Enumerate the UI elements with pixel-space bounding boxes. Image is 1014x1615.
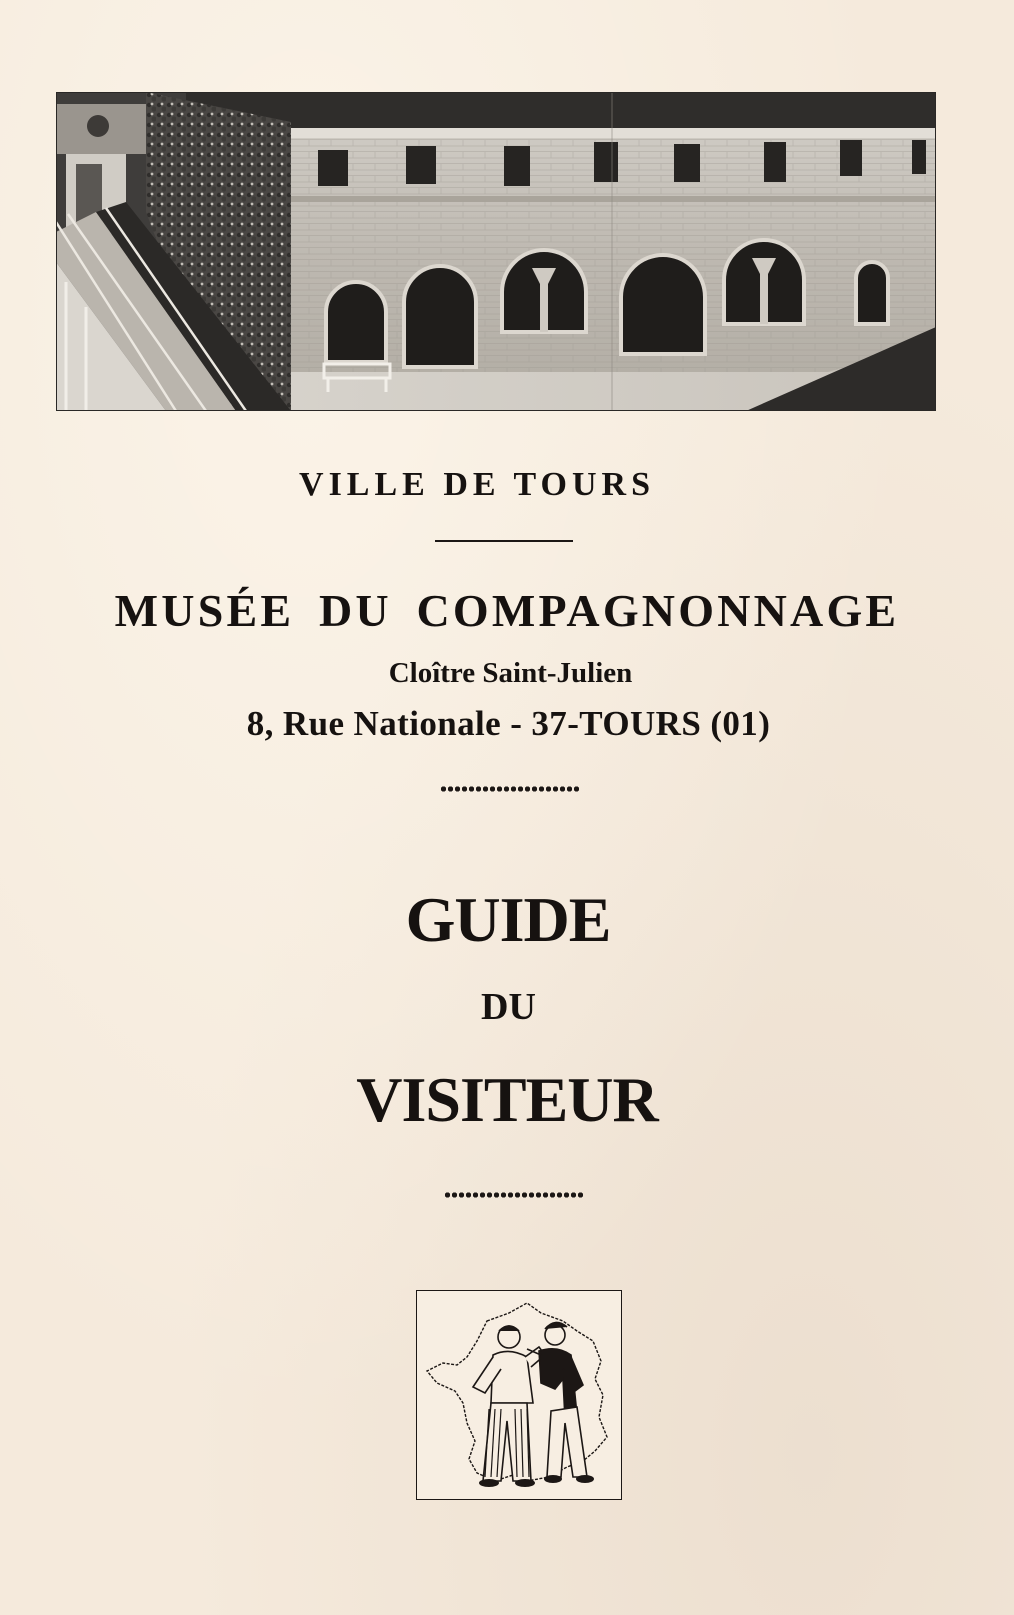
title-line-guide xyxy=(0,884,1014,955)
museum-name: MUSÉE DU COMPAGNONNAGE xyxy=(114,585,900,636)
museum-address xyxy=(0,706,1014,741)
cloister-name xyxy=(0,659,1014,688)
city-heading-text: VILLE DE TOURS xyxy=(299,466,655,503)
title-line-visiteur-text: VISITEUR xyxy=(356,1064,658,1135)
compagnons-map-emblem xyxy=(416,1290,622,1500)
title-line-du xyxy=(0,988,1014,1026)
museum-address-text: 8, Rue Nationale - 37-TOURS (01) xyxy=(246,704,771,743)
cloister-photo xyxy=(56,92,936,411)
city-heading xyxy=(0,468,1014,502)
title-line-guide-text: GUIDE xyxy=(405,884,611,955)
dotted-separator-top xyxy=(440,786,580,792)
dotted-separator-bottom xyxy=(444,1192,584,1198)
title-line-visiteur xyxy=(0,1064,1014,1135)
cloister-name-text: Cloître Saint-Julien xyxy=(388,657,633,689)
title-line-du-text: DU xyxy=(481,986,536,1028)
divider-rule xyxy=(435,540,573,542)
